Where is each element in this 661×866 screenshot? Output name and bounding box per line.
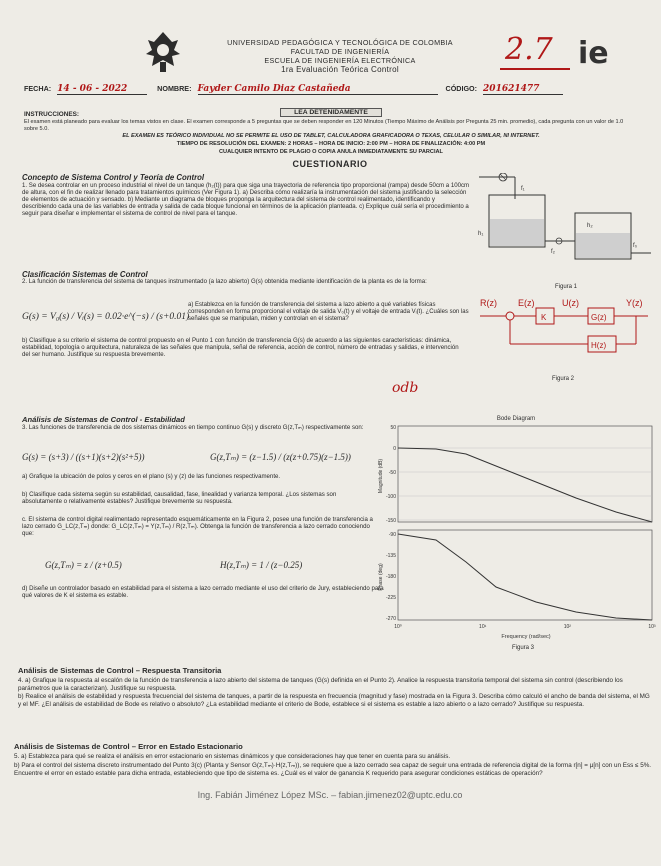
code-field[interactable]: 201621477: [483, 84, 563, 95]
q3-formula-gz: G(z,Tₘ) = (z−1.5) / (z(z+0.75)(z−1.5)): [210, 452, 351, 462]
fig1-f0-label: f₀: [633, 243, 638, 249]
instructions-time: TIEMPO DE RESOLUCIÓN DEL EXAMEN: 2 HORAS – HORA DE INICIO: 2:00 PM – HORA DE FINALIZACIÓN: 4:00 PM: [176, 141, 486, 147]
bode-x-tick: 10¹: [479, 624, 487, 630]
figure-3-caption: Figura 3: [512, 645, 535, 651]
fig2-R: R(z): [480, 298, 497, 308]
q3-formula-g: G(z,Tₘ) = z / (z+0.5): [45, 560, 122, 570]
school-name: ESCUELA DE INGENIERÍA ELECTRÓNICA: [264, 56, 416, 65]
bode-mag-tick: -150: [385, 518, 396, 524]
bode-phase-curve: [398, 534, 652, 620]
code-label: CÓDIGO:: [445, 84, 478, 93]
instructions-label: INSTRUCCIONES:: [24, 111, 80, 118]
q2-heading: Clasificación Sistemas de Control: [22, 270, 148, 279]
fig1-f1-label: f₁: [521, 186, 525, 192]
q3-heading: Análisis de Sistemas de Control - Estabilidad: [22, 415, 185, 424]
footer-signature: Ing. Fabián Jiménez López MSc. – fabian.jimenez02@uptc.edu.co: [197, 790, 463, 800]
q2-part-a: a) Establezca en la función de transferencia del sistema a lazo abierto a qué variables físicas corresponden en forma proporcional el voltaje de salida V₀(t) y el voltaje de entrada Vᵢ(t). ¿Cuáles son las señales que se manipulan, miden y controlan en el sistema?: [188, 302, 469, 322]
fig2-U: U(z): [562, 298, 579, 308]
date-field[interactable]: 14 - 06 - 2022: [57, 84, 147, 95]
bode-xlabel: Frequency (rad/sec): [501, 634, 551, 640]
figure-1-tanks: [475, 173, 651, 283]
fig2-G: G(z): [591, 313, 607, 322]
q3-part-b: b) Clasifique cada sistema según su estabilidad, causalidad, fase, linealidad y varianza temporal. ¿Los sistemas son absolutamente o relativamente estables? Justifique brevemente su respuesta.: [22, 491, 337, 505]
fig2-H: H(z): [591, 341, 607, 350]
university-name: UNIVERSIDAD PEDAGÓGICA Y TECNOLÓGICA DE COLOMBIA: [227, 38, 453, 47]
bode-mag-label: Magnitude (dB): [378, 458, 384, 494]
bode-mag-tick: -50: [388, 470, 396, 476]
q5-part-a: 5. a) Establezca para qué se realiza el análisis en error estacionario en sistemas dinámicos y que consideraciones hay que tener en cuenta para su análisis.: [14, 753, 451, 760]
q1-text: 1. Se desea controlar en un proceso industrial el nivel de un tanque (h₂(t)) para que siga una trayectoria de referencia tipo proporcional (rampa) desde 50cm a 100cm de altura, con el fin de realizar llenado para tratamientos químicos (Ver Figura 1). a) Describa cómo realizaría la instrumentación del sistema justificando la selección de elementos de actuación y sensado. b) Mediante un diagrama de bloques proponga la arquitectura del sistema de control realimentado, identificando y describiendo cada una de las variables de entrada y salida de cada bloque funcional en términos de la aplicación planteada. c) Explique cuál sería el procedimiento a seguir para diseñar e implementar el sistema de control de nivel para el tanque.: [22, 182, 470, 217]
q2-formula-lhs: G(s) = V₀(s) / Vᵢ(s) =: [22, 312, 103, 322]
q1-heading: Concepto de Sistema Control y Teoría de Control: [22, 173, 205, 182]
fig2-Y: Y(z): [626, 298, 643, 308]
q4-part-a: 4. a) Grafique la respuesta al escalón de la función de transferencia a lazo abierto del sistema de tanques (G(s) definida en el Punto 2). Analice la respuesta transitoria temporal del sistema sin control (describiendo los parámetros que la caracterizan). Justifique su respuesta.: [18, 677, 623, 692]
bode-x-tick: 10⁰: [394, 624, 402, 630]
figure-2-block-diagram: [476, 296, 656, 376]
q4-heading: Análisis de Sistemas de Control – Respuesta Transitoria: [18, 666, 222, 675]
date-label: FECHA:: [24, 84, 52, 93]
fig2-E: E(z): [518, 298, 535, 308]
bode-phase-tick: -225: [385, 595, 396, 601]
bode-mag-top: 50: [390, 425, 396, 431]
name-field[interactable]: Fayder Camilo Diaz Castañeda: [198, 84, 438, 95]
q4-part-b: b) Realice el análisis de estabilidad y respuesta frecuencial del sistema de tanques, a partir de la respuesta en frecuencia (magnitud y fase) mostrada en la Figura 3. Describa cómo calculó el ancho de banda del sistema, el MG y el MF. ¿El análisis de estabilidad de Bode es relativo o absoluto? ¿La estabilidad mediante el criterio de Bode, establece si el sistema es estable a lazo abierto o a lazo cerrado? Justifique su respuesta.: [18, 693, 650, 708]
q3-intro: 3. Las funciones de transferencia de dos sistemas dinámicos en tiempo continuo G(s) y discreto G(z,Tₘ) respectivamente son:: [22, 424, 364, 431]
bode-x-tick: 10³: [648, 624, 656, 630]
instructions-plagiarism: CUALQUIER INTENTO DE PLAGIO O COPIA ANULA INMEDIATAMENTE SU PARCIAL: [219, 149, 443, 155]
instructions-warning: EL EXAMEN ES TEÓRICO INDIVIDUAL NO SE PERMITE EL USO DE TABLET, CALCULADORA GRAFICADORA O TEXAS, CELULAR O SIMILAR, NI INTERNET.: [122, 133, 540, 139]
fig2-K: K: [541, 313, 547, 322]
bode-magnitude-curve: [398, 448, 652, 522]
figure-3-bode: [376, 412, 656, 644]
read-carefully-badge: LEA DETENIDAMENTE: [280, 108, 382, 117]
figure-1-caption: Figura 1: [555, 284, 578, 290]
bode-mag-tick: -100: [385, 494, 396, 500]
exam-title: 1ra Evaluación Teórica Control: [281, 65, 399, 74]
instructions-text: El examen está planeado para evaluar los temas vistos en clase. El examen corresponde a 5 preguntas que se deben responder en 120 Minutos (Tiempo Máximo de Análisis por Pregunta 25 min. promedio), cada pregunta con un valor de 1.0 sobre 5.0.: [24, 119, 624, 132]
q5-part-b: b) Para el control del sistema discreto instrumentado del Punto 3(c) (Planta y Sensor G(z,Tₘ)·H(z,Tₘ)), se requiere que a lazo cerrado sea capaz de seguir una entrada de referencia digital de la forma r[n] = μ[n] con un Ess ≤ 5%. Encuentre el error en estado estable para dicha entrada, estableciendo que tipo de sistema es. ¿Cuál es el valor de ganancia K requerido para asegurar condiciones estáticas de operación?: [14, 762, 652, 777]
faculty-logo-icon: ie: [578, 36, 609, 71]
q2-intro: 2. La función de transferencia del sistema de tanques instrumentado (a lazo abierto) G(s) obtenida mediante identificación de la planta es de la forma:: [22, 278, 427, 285]
handwritten-note: odb: [392, 380, 419, 396]
q3-part-d: d) Diseñe un controlador basado en estabilidad para el sistema a lazo cerrado mediante el uso del criterio de Jury, estableciendo para qué valores de K el sistema es estable.: [22, 585, 384, 599]
questionnaire-title: CUESTIONARIO: [292, 159, 368, 169]
faculty-name: FACULTAD DE INGENIERÍA: [290, 47, 390, 56]
q3-part-a: a) Grafique la ubicación de polos y ceros en el plano (s) y (z) de las funciones respectivamente.: [22, 473, 281, 480]
bode-phase-tick: -90: [388, 532, 396, 538]
fig1-f2-label: f₂: [551, 249, 555, 255]
bode-phase-tick: -270: [385, 616, 396, 622]
bode-title: Bode Diagram: [496, 416, 536, 422]
q3-part-c: c. El sistema de control digital realimentado representado esquemáticamente en la Figura 2, posee una función de transferencia a lazo cerrado G_LC(z,Tₘ) donde: G_LC(z,Tₘ) = Y(z,Tₘ) / R(z,Tₘ). Obtenga la función de transferencia a lazo cerrado conociendo que:: [22, 516, 373, 537]
figure-2-caption: Figura 2: [552, 376, 575, 382]
grade-underline-icon: [500, 68, 570, 70]
bode-phase-label: Phase (deg): [378, 563, 384, 591]
fig1-h1-label: h₁: [478, 231, 484, 237]
q3-formula-gs: G(s) = (s+3) / ((s+1)(s+2)(s²+5)): [22, 452, 145, 462]
q5-heading: Análisis de Sistemas de Control – Error en Estado Estacionario: [14, 742, 243, 751]
grade-mark: 2.7: [505, 32, 553, 67]
bode-phase-tick: -180: [385, 574, 396, 580]
bode-mag-tick: 0: [393, 446, 396, 452]
q3-formula-h: H(z,Tₘ) = 1 / (z−0.25): [220, 560, 303, 570]
name-label: NOMBRE:: [157, 84, 192, 93]
bode-phase-tick: -135: [385, 553, 396, 559]
q2-part-b: b) Clasifique a su criterio el sistema de control propuesto en el Punto 1 con función de transferencia G(s) de acuerdo a las siguientes características: dinámica, estabilidad, topología o arquitectura, naturaleza de las señales que manipula, señal de referencia, acción de control, número de entradas y salidas, e intervención del ser humano. Justifique su respuesta brevemente.: [22, 337, 459, 358]
q2-formula-rhs: 0.02·e^(−s) / (s+0.01): [105, 312, 190, 322]
fig1-h2-label: h₂: [587, 223, 593, 229]
bode-x-tick: 10²: [563, 624, 571, 630]
